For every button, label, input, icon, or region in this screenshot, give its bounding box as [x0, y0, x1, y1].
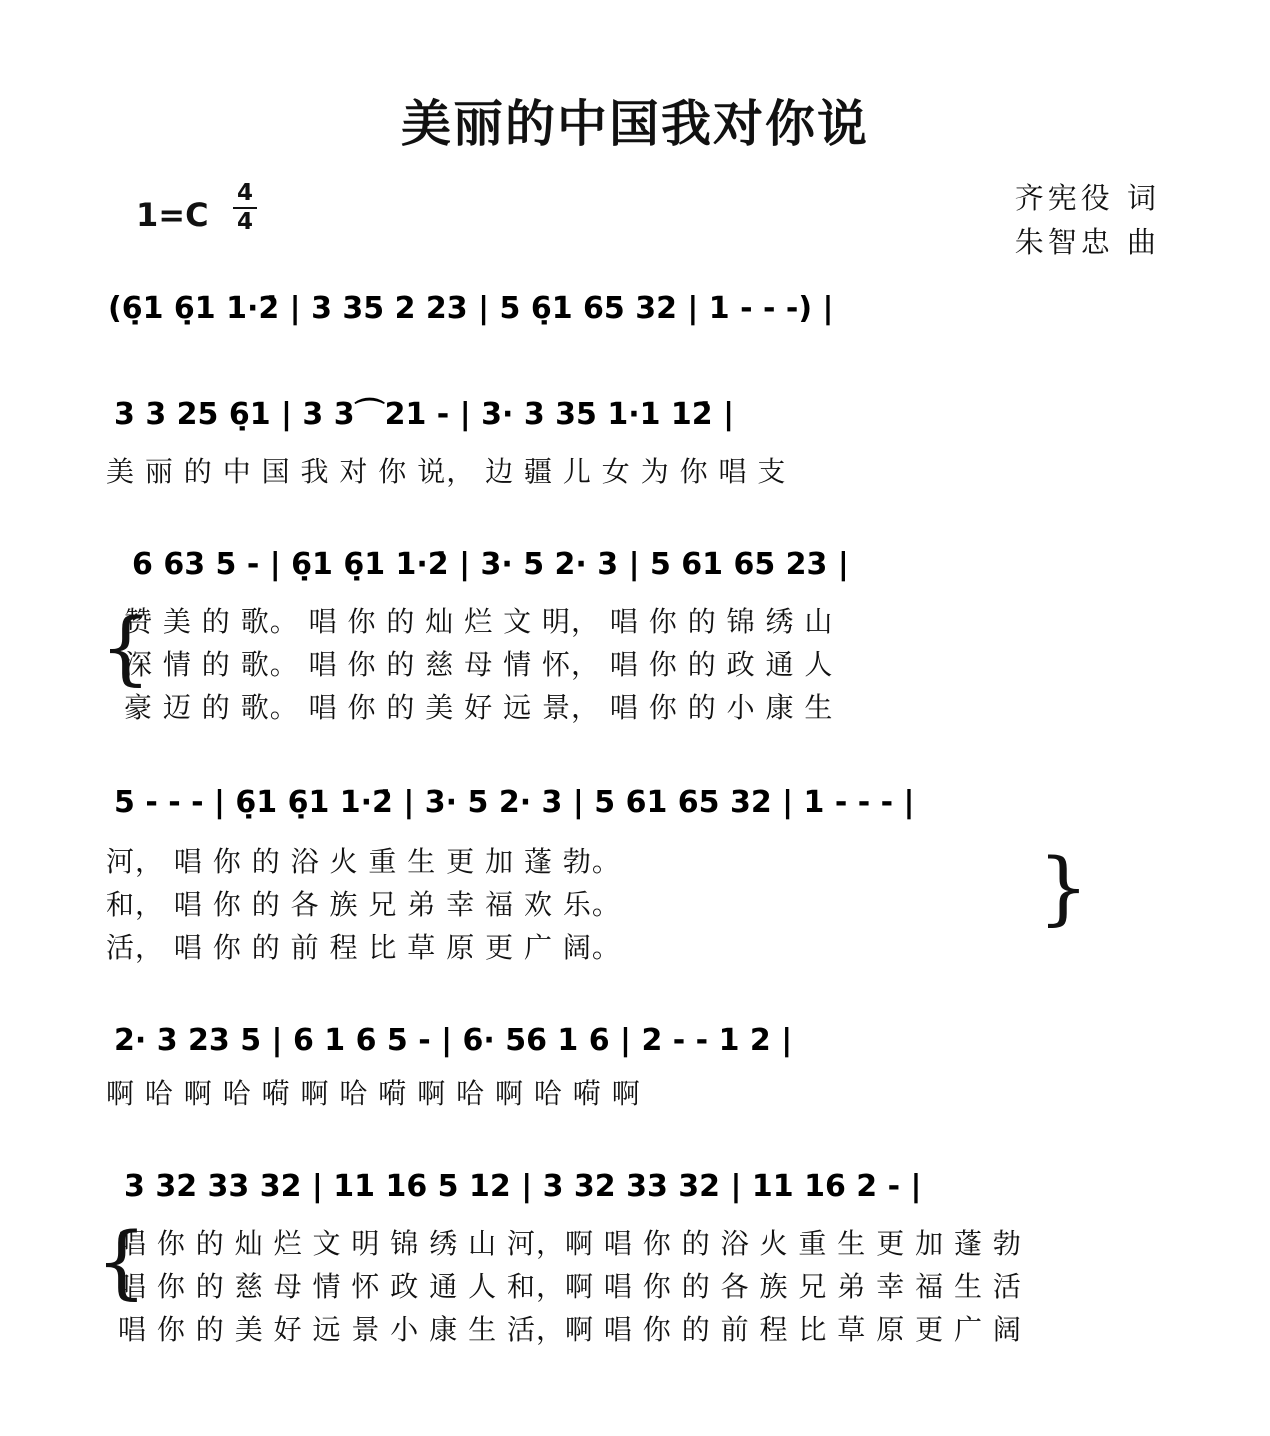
lyric-line: 唱 你 的 慈 母 情 怀 政 通 人 和，啊 唱 你 的 各 族 兄 弟 幸 福 生 活	[118, 1270, 1022, 1303]
verse-brace: {	[96, 1215, 147, 1308]
notation-system-intro	[104, 278, 1166, 338]
song-title: 美丽的中国我对你说	[401, 94, 869, 153]
notation-text: 5 - - - | 6̣1 6̣1 1·2̇ | 3· 5 2· 3 | 5 61 65 32 | 1 - - - |	[114, 785, 915, 820]
time-signature-bottom: 4	[236, 209, 253, 235]
key-signature: 1=C	[136, 196, 209, 234]
notation-text: 6 63 5 - | 6̣1 6̣1 1·2̇ | 3· 5 2· 3 | 5 61 65 23 |	[132, 547, 849, 582]
lyricist-credit: 齐宪役 词	[1014, 181, 1160, 215]
lyric-line: 活， 唱 你 的 前 程 比 草 原 更 广 阔。	[106, 931, 621, 964]
verse-brace: {	[100, 601, 152, 694]
notation-staff-2	[104, 534, 1166, 594]
lyric-line: 河， 唱 你 的 浴 火 重 生 更 加 蓬 勃。	[106, 845, 621, 878]
notation-staff-intro	[104, 278, 1166, 338]
notation-staff-1	[104, 384, 1166, 444]
notation-text: 3 3 25 6̣1 | 3 3⌒21 - | 3· 3 35 1·1 12̇ |	[114, 397, 735, 432]
notation-system-1	[104, 384, 1166, 444]
notation-staff-4	[104, 1010, 1166, 1070]
notation-text: (6̣1 6̣1 1·2̇ | 3 35 2 23 | 5 6̣1 65 32 | 1 - - -) |	[108, 291, 834, 326]
lyric-line: 和， 唱 你 的 各 族 兄 弟 幸 福 欢 乐。	[106, 888, 621, 921]
lyric-line: 赞 美 的 歌。 唱 你 的 灿 烂 文 明， 唱 你 的 锦 绣 山	[124, 605, 834, 638]
verse-brace-right: }	[1038, 841, 1089, 934]
notation-system-4	[104, 1010, 1166, 1070]
notation-system-3	[104, 772, 1166, 832]
lyric-line: 唱 你 的 美 好 远 景 小 康 生 活，啊 唱 你 的 前 程 比 草 原 更 广 阔	[118, 1313, 1022, 1346]
lyric-line: 啊 哈 啊 哈 嗬 啊 哈 嗬 啊 哈 啊 哈 嗬 啊	[106, 1077, 641, 1110]
notation-text: 2· 3 23 5 | 6 1 6 5 - | 6· 56 1 6 | 2 - - 1 2 |	[114, 1023, 793, 1058]
lyric-line: 美 丽 的 中 国 我 对 你 说， 边 疆 儿 女 为 你 唱 支	[106, 455, 787, 488]
lyric-line: 深 情 的 歌。 唱 你 的 慈 母 情 怀， 唱 你 的 政 通 人	[124, 648, 834, 681]
lyric-line: 唱 你 的 灿 烂 文 明 锦 绣 山 河，啊 唱 你 的 浴 火 重 生 更 加 蓬 勃	[118, 1227, 1022, 1260]
time-signature	[230, 180, 260, 236]
notation-system-5	[104, 1156, 1166, 1216]
notation-system-2	[104, 534, 1166, 594]
time-signature-top: 4	[236, 180, 253, 206]
notation-text: 3 32 33 32 | 11 16 5 12 | 3 32 33 32 | 11 16 2 - |	[124, 1169, 922, 1204]
lyric-line: 豪 迈 的 歌。 唱 你 的 美 好 远 景， 唱 你 的 小 康 生	[124, 691, 834, 724]
notation-staff-3	[104, 772, 1166, 832]
composer-credit: 朱智忠 曲	[1014, 225, 1160, 259]
notation-staff-5	[104, 1156, 1166, 1216]
